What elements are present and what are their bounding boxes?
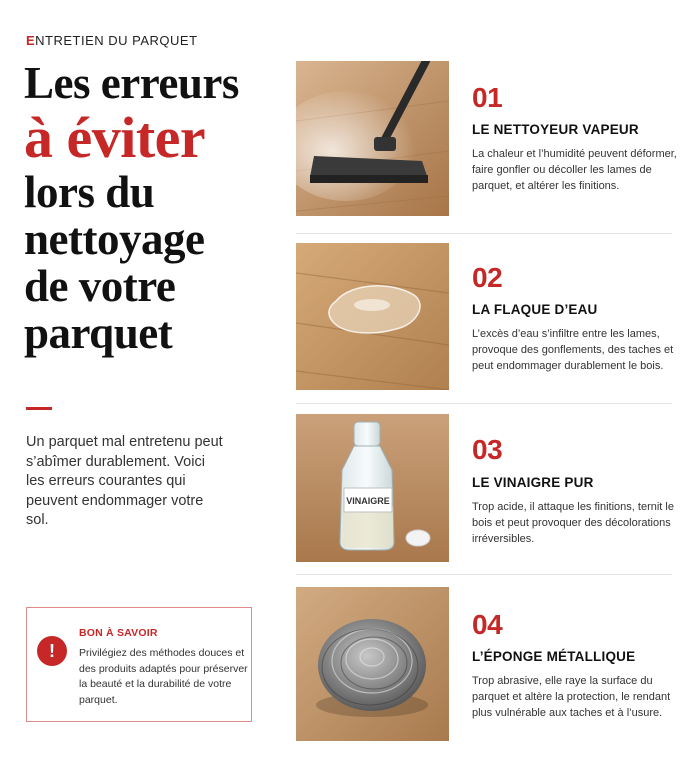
item-text: Trop abrasive, elle raye la surface du parquet et altère la protection, le rendant plus vulnérable aux taches et à l’usure.: [472, 675, 671, 719]
item-number: 04: [472, 609, 503, 640]
title-divider: [26, 407, 52, 410]
item-title: LE NETTOYEUR VAPEUR: [472, 122, 639, 137]
item-divider: [296, 574, 672, 575]
item-number: 01: [472, 82, 503, 113]
kicker-text: NTRETIEN DU PARQUET: [35, 33, 198, 48]
item-number: 02: [472, 262, 503, 293]
title-line-5: de votre: [24, 261, 176, 311]
item-divider: [296, 403, 672, 404]
item-text: L’excès d’eau s’infiltre entre les lames, provoque des gonflements, des taches et peut endommager durablement le bois.: [472, 328, 674, 372]
item-text: Trop acide, il attaque les finitions, ternit le bois et peut provoquer des décolorations irréversibles.: [472, 501, 674, 545]
tip-box: [26, 607, 252, 722]
item-number: 03: [472, 434, 503, 465]
steel-wool-image: [296, 587, 449, 741]
intro-text: Un parquet mal entretenu peut s’abîmer durablement. Voici les erreurs courantes qui peuvent endommager votre sol.: [26, 434, 223, 528]
tip-title: BON À SAVOIR: [79, 627, 158, 639]
vinegar-bottle-image: [296, 414, 449, 562]
title-line-4: nettoyage: [24, 214, 205, 264]
item-title: LA FLAQUE D’EAU: [472, 302, 598, 317]
item-divider: [296, 233, 672, 234]
item-title: LE VINAIGRE PUR: [472, 475, 594, 490]
section-kicker: [26, 33, 198, 48]
title-line-accent: à éviter: [24, 105, 206, 170]
tip-text: Privilégiez des méthodes douces et des produits adaptés pour préserver la beauté et la durabilité de votre parquet.: [79, 647, 248, 706]
bottle-label-text: VINAIGRE: [346, 496, 390, 506]
item-title: L’ÉPONGE MÉTALLIQUE: [472, 649, 636, 664]
title-line-3: lors du: [24, 167, 155, 217]
page-title: [24, 60, 286, 357]
water-puddle-image: [296, 243, 449, 390]
exclamation-icon: !: [37, 636, 67, 666]
title-line-1: Les erreurs: [24, 58, 239, 108]
title-line-6: parquet: [24, 308, 173, 358]
steam-mop-image: [296, 61, 449, 216]
kicker-initial: E: [26, 33, 36, 48]
item-text: La chaleur et l’humidité peuvent déformer, faire gonfler ou décoller les lames de parquet, et altérer les finitions.: [472, 148, 677, 192]
